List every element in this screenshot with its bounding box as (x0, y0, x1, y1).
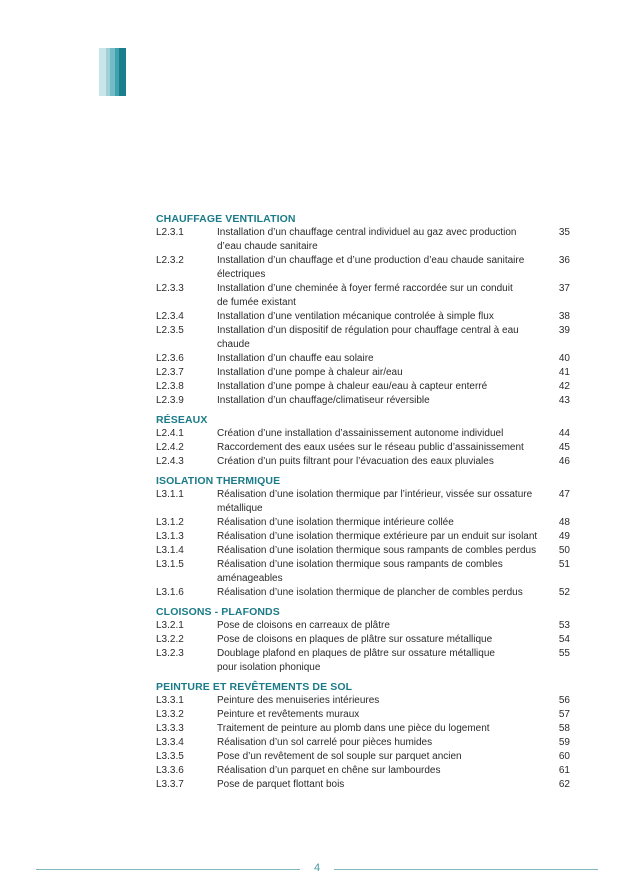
toc-section (156, 680, 570, 792)
entry-description (217, 694, 548, 708)
toc-entry[interactable] (156, 694, 570, 708)
entry-description (217, 530, 548, 544)
entry-code: L3.3.6 (156, 765, 184, 776)
entry-page-number: 40 (558, 353, 570, 364)
toc-entry[interactable] (156, 366, 570, 380)
entry-description-line: d’eau chaude sanitaire (217, 241, 318, 252)
entry-code: L2.3.7 (156, 367, 184, 378)
toc-entry[interactable] (156, 441, 570, 455)
entry-page-number: 44 (558, 428, 570, 439)
table-of-contents (156, 212, 570, 797)
footer-line-right (334, 869, 598, 870)
entry-description (217, 427, 548, 441)
entry-code: L3.1.3 (156, 531, 184, 542)
toc-entry[interactable] (156, 352, 570, 366)
entry-code: L3.1.5 (156, 559, 184, 570)
entry-page-number: 45 (558, 442, 570, 453)
entry-description-line: Doublage plafond en plaques de plâtre sur ossature métallique (217, 648, 495, 659)
entry-code: L2.4.3 (156, 456, 184, 467)
toc-entry[interactable] (156, 310, 570, 324)
entry-description-line: électriques (217, 269, 266, 280)
entry-code: L2.3.3 (156, 283, 184, 294)
entry-page-number: 55 (558, 648, 570, 659)
entry-description (217, 380, 548, 394)
entry-description-line: Installation d’un dispositif de régulation pour chauffage central à eau chaude (217, 325, 519, 350)
toc-section (156, 212, 570, 408)
entry-description (217, 708, 548, 722)
toc-entry[interactable] (156, 324, 570, 352)
entry-description (217, 352, 548, 366)
toc-entry[interactable] (156, 647, 570, 675)
entry-description-line: Peinture et revêtements muraux (217, 709, 360, 720)
entry-description (217, 544, 548, 558)
entry-description-line: Installation d’un chauffage/climatiseur réversible (217, 395, 430, 406)
entry-page-number: 62 (558, 779, 570, 790)
entry-description (217, 441, 548, 455)
entry-description-line: Pose de cloisons en plaques de plâtre sur ossature métallique (217, 634, 493, 645)
entry-page-number: 41 (558, 367, 570, 378)
entry-page-number: 37 (558, 283, 570, 294)
entry-description-line: Création d’un puits filtrant pour l’évacuation des eaux pluviales (217, 456, 494, 467)
entry-code: L3.1.6 (156, 587, 184, 598)
entry-page-number: 38 (558, 311, 570, 322)
entry-code: L3.2.2 (156, 634, 184, 645)
header-bar (99, 48, 106, 96)
section-title: RÉSEAUX (156, 414, 208, 426)
entry-code: L2.4.2 (156, 442, 184, 453)
entry-page-number: 48 (558, 517, 570, 528)
entry-description-line: Réalisation d’une isolation thermique par l’intérieur, vissée sur ossature métallique (217, 489, 533, 514)
entry-page-number: 53 (558, 620, 570, 631)
entry-description (217, 516, 548, 530)
entry-page-number: 52 (558, 587, 570, 598)
entry-description (217, 366, 548, 380)
entry-description-line: Réalisation d’un sol carrelé pour pièces humides (217, 737, 433, 748)
toc-entry[interactable] (156, 226, 570, 254)
entry-code: L3.3.2 (156, 709, 184, 720)
entry-description-line: Installation d’un chauffage et d’une production d’eau chaude sanitaire (217, 255, 525, 266)
toc-section (156, 605, 570, 675)
entry-description (217, 778, 548, 792)
toc-entry[interactable] (156, 619, 570, 633)
entry-page-number: 58 (558, 723, 570, 734)
entry-code: L2.4.1 (156, 428, 184, 439)
entry-description-line: Réalisation d’une isolation thermique intérieure collée (217, 517, 454, 528)
entry-description (217, 633, 548, 647)
entry-page-number: 46 (558, 456, 570, 467)
entry-description-line: Pose de cloisons en carreaux de plâtre (217, 620, 390, 631)
entry-page-number: 59 (558, 737, 570, 748)
entry-description-line: de fumée existant (217, 297, 296, 308)
entry-description-line: Réalisation d’une isolation thermique de plancher de combles perdus (217, 587, 523, 598)
toc-entry[interactable] (156, 488, 570, 516)
toc-entry[interactable] (156, 558, 570, 586)
toc-entry[interactable] (156, 530, 570, 544)
entry-code: L2.3.4 (156, 311, 184, 322)
entry-code: L3.2.1 (156, 620, 184, 631)
entry-code: L3.1.4 (156, 545, 184, 556)
toc-entry[interactable] (156, 708, 570, 722)
entry-page-number: 56 (558, 695, 570, 706)
entry-description-line: Réalisation d’une isolation thermique sous rampants de combles perdus (217, 545, 537, 556)
entry-description (217, 619, 548, 633)
entry-description-line: pour isolation phonique (217, 662, 321, 673)
entry-description-line: Installation d’un chauffe eau solaire (217, 353, 374, 364)
toc-section (156, 413, 570, 469)
toc-entry[interactable] (156, 282, 570, 310)
entry-description (217, 254, 548, 282)
entry-page-number: 50 (558, 545, 570, 556)
entry-code: L3.1.1 (156, 489, 184, 500)
entry-code: L3.3.4 (156, 737, 184, 748)
entry-page-number: 39 (558, 325, 570, 336)
entry-description (217, 764, 548, 778)
entry-description-line: Réalisation d’une isolation thermique extérieure par un enduit sur isolant (217, 531, 538, 542)
entry-code: L3.3.1 (156, 695, 184, 706)
toc-entry[interactable] (156, 254, 570, 282)
toc-entry[interactable] (156, 427, 570, 441)
entry-page-number: 35 (558, 227, 570, 238)
entry-description (217, 226, 548, 254)
entry-description-line: Installation d’une cheminée à foyer fermé raccordée sur un conduit (217, 283, 513, 294)
entry-description-line: Installation d’une ventilation mécanique controlée à simple flux (217, 311, 494, 322)
section-title: CLOISONS - PLAFONDS (156, 606, 280, 618)
entry-description (217, 324, 548, 352)
toc-entry[interactable] (156, 516, 570, 530)
entry-page-number: 57 (558, 709, 570, 720)
toc-entry[interactable] (156, 764, 570, 778)
toc-entry[interactable] (156, 380, 570, 394)
entry-description (217, 282, 548, 310)
entry-page-number: 36 (558, 255, 570, 266)
entry-description-line: Raccordement des eaux usées sur le réseau public d’assainissement (217, 442, 524, 453)
entry-code: L2.3.5 (156, 325, 184, 336)
toc-entry[interactable] (156, 722, 570, 736)
entry-description-line: Réalisation d’une isolation thermique sous rampants de combles aménageables (217, 559, 503, 584)
toc-entry[interactable] (156, 736, 570, 750)
section-title: ISOLATION THERMIQUE (156, 475, 281, 487)
toc-entry[interactable] (156, 544, 570, 558)
entry-page-number: 54 (558, 634, 570, 645)
entry-description-line: Installation d’une pompe à chaleur eau/eau à capteur enterré (217, 381, 488, 392)
entry-description-line: Pose d’un revêtement de sol souple sur parquet ancien (217, 751, 462, 762)
entry-code: L2.3.2 (156, 255, 184, 266)
toc-section (156, 474, 570, 600)
entry-description-line: Peinture des menuiseries intérieures (217, 695, 380, 706)
entry-page-number: 49 (558, 531, 570, 542)
entry-description (217, 558, 548, 586)
entry-description (217, 488, 548, 516)
entry-page-number: 43 (558, 395, 570, 406)
entry-description (217, 310, 548, 324)
toc-entry[interactable] (156, 778, 570, 792)
entry-description (217, 647, 548, 675)
toc-entry[interactable] (156, 750, 570, 764)
entry-code: L2.3.6 (156, 353, 184, 364)
header-bar (119, 48, 126, 96)
toc-entry[interactable] (156, 633, 570, 647)
entry-code: L3.1.2 (156, 517, 184, 528)
entry-page-number: 60 (558, 751, 570, 762)
entry-description (217, 394, 548, 408)
toc-entry[interactable] (156, 586, 570, 600)
entry-description-line: Traitement de peinture au plomb dans une pièce du logement (217, 723, 490, 734)
footer-line-left (36, 869, 300, 870)
entry-code: L2.3.8 (156, 381, 184, 392)
entry-description-line: Installation d’un chauffage central individuel au gaz avec production (217, 227, 517, 238)
entry-description (217, 722, 548, 736)
entry-code: L2.3.1 (156, 227, 184, 238)
entry-description (217, 586, 548, 600)
entry-page-number: 42 (558, 381, 570, 392)
entry-description (217, 455, 548, 469)
entry-page-number: 47 (558, 489, 570, 500)
entry-code: L3.3.7 (156, 779, 184, 790)
section-title: PEINTURE ET REVÊTEMENTS DE SOL (156, 681, 353, 693)
entry-code: L3.2.3 (156, 648, 184, 659)
page-number: 4 (313, 862, 321, 874)
entry-description-line: Réalisation d’un parquet en chêne sur lambourdes (217, 765, 441, 776)
entry-code: L3.3.3 (156, 723, 184, 734)
entry-code: L2.3.9 (156, 395, 184, 406)
toc-entry[interactable] (156, 455, 570, 469)
section-title: CHAUFFAGE VENTILATION (156, 213, 296, 225)
entry-page-number: 51 (558, 559, 570, 570)
entry-description-line: Création d’une installation d’assainissement autonome individuel (217, 428, 504, 439)
entry-description (217, 750, 548, 764)
entry-description-line: Pose de parquet flottant bois (217, 779, 345, 790)
toc-entry[interactable] (156, 394, 570, 408)
entry-description-line: Installation d’une pompe à chaleur air/eau (217, 367, 403, 378)
entry-description (217, 736, 548, 750)
entry-code: L3.3.5 (156, 751, 184, 762)
entry-page-number: 61 (558, 765, 570, 776)
